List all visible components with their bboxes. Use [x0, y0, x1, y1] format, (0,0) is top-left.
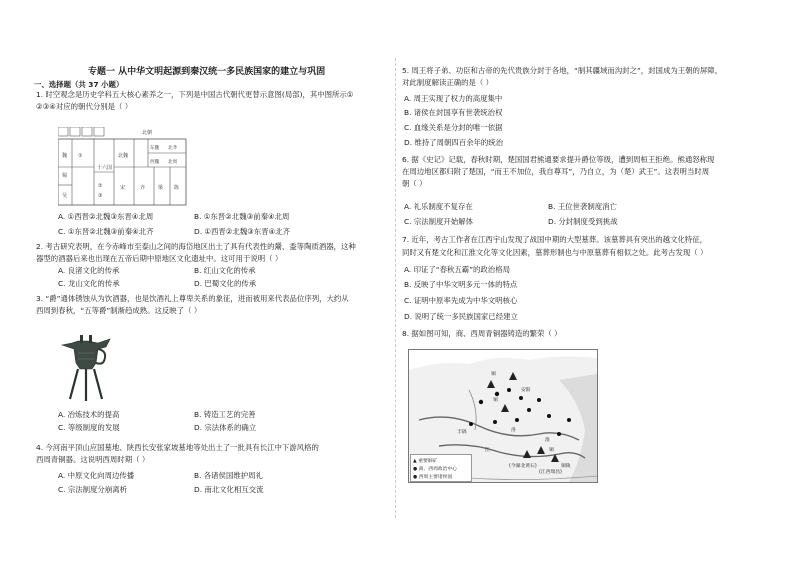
q7-option-d[interactable]: D. 说明了统一多民族国家已经建立: [404, 312, 518, 321]
bronze-jue-vessel-image: [58, 333, 114, 403]
map-label-copper-3: 铜: [549, 448, 554, 453]
svg-text:陈: 陈: [174, 185, 180, 191]
q8-stem: 8. 据如图可知，商、西周青铜器铸造的繁荣（ ）: [402, 329, 562, 338]
svg-text:魏: 魏: [62, 153, 68, 159]
svg-text:东魏: 东魏: [150, 146, 160, 151]
svg-text:北周: 北周: [168, 160, 178, 165]
svg-text:③: ③: [98, 193, 103, 199]
q6-option-a[interactable]: A. 礼乐制度不复存在: [404, 202, 473, 211]
legend-copper-mine: ▲ 重要铜矿: [413, 459, 438, 464]
q6-option-b[interactable]: B. 王位世袭制度消亡: [548, 202, 617, 211]
q5-option-a[interactable]: A. 周王实现了权力的高度集中: [404, 94, 503, 103]
q1-option-c[interactable]: C. ①东晋②北魏③前秦④北齐: [58, 227, 154, 236]
q4-stem-line2: 西周青铜器。这说明西周时期（ ）: [36, 455, 150, 464]
q6-stem-line1: 6. 据《史记》记载，春秋时期，楚国国君熊通要求提升爵位等级，遭到周桓王拒绝。熊通怒称现: [402, 155, 715, 164]
q3-stem-line2: 西周到春秋，“五等爵”制渐趋成熟。这反映了（ ）: [36, 306, 202, 315]
map-label-copper-2: 铜: [493, 398, 498, 403]
svg-text:蜀: 蜀: [62, 173, 68, 179]
q4-option-a[interactable]: A. 中原文化向周边传播: [58, 471, 135, 480]
map-label-copper-1: 铜: [491, 372, 496, 377]
q6-stem-line2: 在周边地区都归附了楚国，“而王不加位，我自尊耳”，乃自立，为（楚）武王”。这表明当时周: [402, 167, 710, 176]
column-divider: [395, 58, 396, 518]
map-label-tongling: 铜陵: [561, 464, 571, 469]
q3-option-d[interactable]: D. 宗法体系的确立: [194, 423, 257, 432]
q5-stem-line1: 5. 周王将子弟、功臣和古帝的先代贵族分封于各地，“制其疆域而沟封之”，封国成为王朝的屏障，: [402, 66, 723, 75]
q3-option-b[interactable]: B. 铸造工艺的完善: [194, 410, 256, 419]
q5-option-c[interactable]: C. 血缘关系是分封的唯一依据: [404, 123, 503, 132]
dynasty-chart-graphic: [58, 127, 188, 207]
map-legend: [410, 454, 472, 482]
svg-text:北魏: 北魏: [118, 153, 129, 159]
q7-stem-line2: 同时又有楚文化和江淮文化等文化因素，墓葬形制也与中原墓葬有相似之处。此考古发现（ ）: [402, 248, 708, 257]
map-label-jiang: 江: [485, 448, 490, 453]
map-label-luo: 洛: [511, 428, 516, 433]
q7-option-a[interactable]: A. 印证了“春秋五霸”的政治格局: [404, 265, 510, 274]
q5-option-d[interactable]: D. 维持了周朝四百余年的统治: [404, 138, 504, 147]
q3-stem-line1: 3. “爵”通体锈蚀从为饮酒器，也是饮酒礼上尊卑关系的象征，进而被用来代表品位序列，大约从: [36, 294, 349, 303]
q7-option-c[interactable]: C. 证明中原率先成为中华文明核心: [404, 296, 518, 305]
q5-option-b[interactable]: B. 诸侯在封国享有世袭统治权: [404, 108, 503, 117]
q4-stem-line1: 4. 今河南平顶山应国墓地、陕西长安张家坡墓地等处出土了一批具有长江中下游风格的: [36, 443, 319, 452]
q5-stem-line2: 对此制度解读正确的是（ ）: [402, 78, 494, 87]
page-title: 专题一 从中华文明起源到秦汉统一多民族国家的建立与巩固: [88, 67, 326, 77]
q3-option-a[interactable]: A. 冶炼技术的提高: [58, 410, 120, 419]
svg-text:宋: 宋: [120, 185, 126, 191]
dynasty-timeline-figure: [58, 127, 188, 207]
q2-stem-line1: 2. 考古研究表明，在今赤峰市至泰山之间的海岱地区出土了具有代表性的鬶、盉等陶质酒器，这种: [36, 242, 356, 251]
q2-option-a[interactable]: A. 良渚文化的传承: [58, 266, 120, 275]
q1-option-a[interactable]: A. ①西晋②北魏③东晋④北周: [58, 212, 154, 221]
svg-text:吴: 吴: [62, 193, 68, 199]
svg-text:北朝: 北朝: [142, 130, 153, 136]
section-heading: 一、选择题（共 37 小题）: [34, 80, 124, 89]
svg-text:北齐: 北齐: [168, 146, 178, 151]
map-label-huangshi: (今湖北黄石): [509, 464, 537, 469]
q4-option-d[interactable]: D. 南北文化相互交流: [194, 485, 264, 494]
q1-stem-line1: 1. 时空观念是历史学科五大核心素养之一，下列是中国古代朝代更替示意图(局部)，其中图所示①: [36, 90, 354, 99]
map-label-huai: 淮: [545, 438, 550, 443]
q4-option-b[interactable]: B. 各诸侯国维护周礼: [194, 471, 263, 480]
map-label-fenghao: 丰镐: [457, 430, 467, 435]
legend-political-center: ● 商、西周政治中心: [413, 467, 458, 472]
q2-option-c[interactable]: C. 龙山文化的传承: [58, 279, 120, 288]
q1-option-d[interactable]: D. ①西晋②北魏③东晋④北齐: [194, 227, 291, 236]
svg-text:西魏: 西魏: [150, 160, 160, 165]
svg-text:②: ②: [98, 183, 103, 189]
q7-option-b[interactable]: B. 反映了中华文明多元一体的特点: [404, 280, 518, 289]
svg-text:①: ①: [78, 153, 83, 159]
svg-text:十六国: 十六国: [97, 165, 113, 171]
q6-option-d[interactable]: D. 分封制度受到挑战: [548, 217, 618, 226]
q6-option-c[interactable]: C. 宗法制度开始解体: [404, 217, 473, 226]
q1-option-b[interactable]: B. ①东晋②北魏③前秦④北周: [194, 212, 290, 221]
q2-option-b[interactable]: B. 红山文化的传承: [194, 266, 256, 275]
svg-text:梁: 梁: [158, 185, 164, 191]
q3-option-c[interactable]: C. 等级制度的发展: [58, 423, 120, 432]
map-label-ruichang: (江西瑞昌): [539, 470, 562, 475]
q2-option-d[interactable]: D. 巴蜀文化的传承: [194, 279, 257, 288]
q1-stem-line2: ②③④对应的朝代分别是（ ）: [36, 102, 133, 111]
q4-option-c[interactable]: C. 宗法制度分崩离析: [58, 485, 127, 494]
q2-stem-line2: 器型的酒器后来也出现在五帝后期中原地区文化遗址中。这可用于说明（ ）: [36, 254, 283, 263]
q7-stem-line1: 7. 近年，考古工作者在江西宇山发现了战国中期的大型墓葬。该墓葬具有突出的越文化特征，: [402, 235, 708, 244]
q6-stem-line3: 朝（ ）: [402, 179, 427, 188]
legend-vassal-states: ● 西周主要诸侯国: [413, 475, 453, 480]
map-label-anyang: 安阳: [521, 388, 531, 393]
svg-text:齐: 齐: [140, 185, 146, 191]
